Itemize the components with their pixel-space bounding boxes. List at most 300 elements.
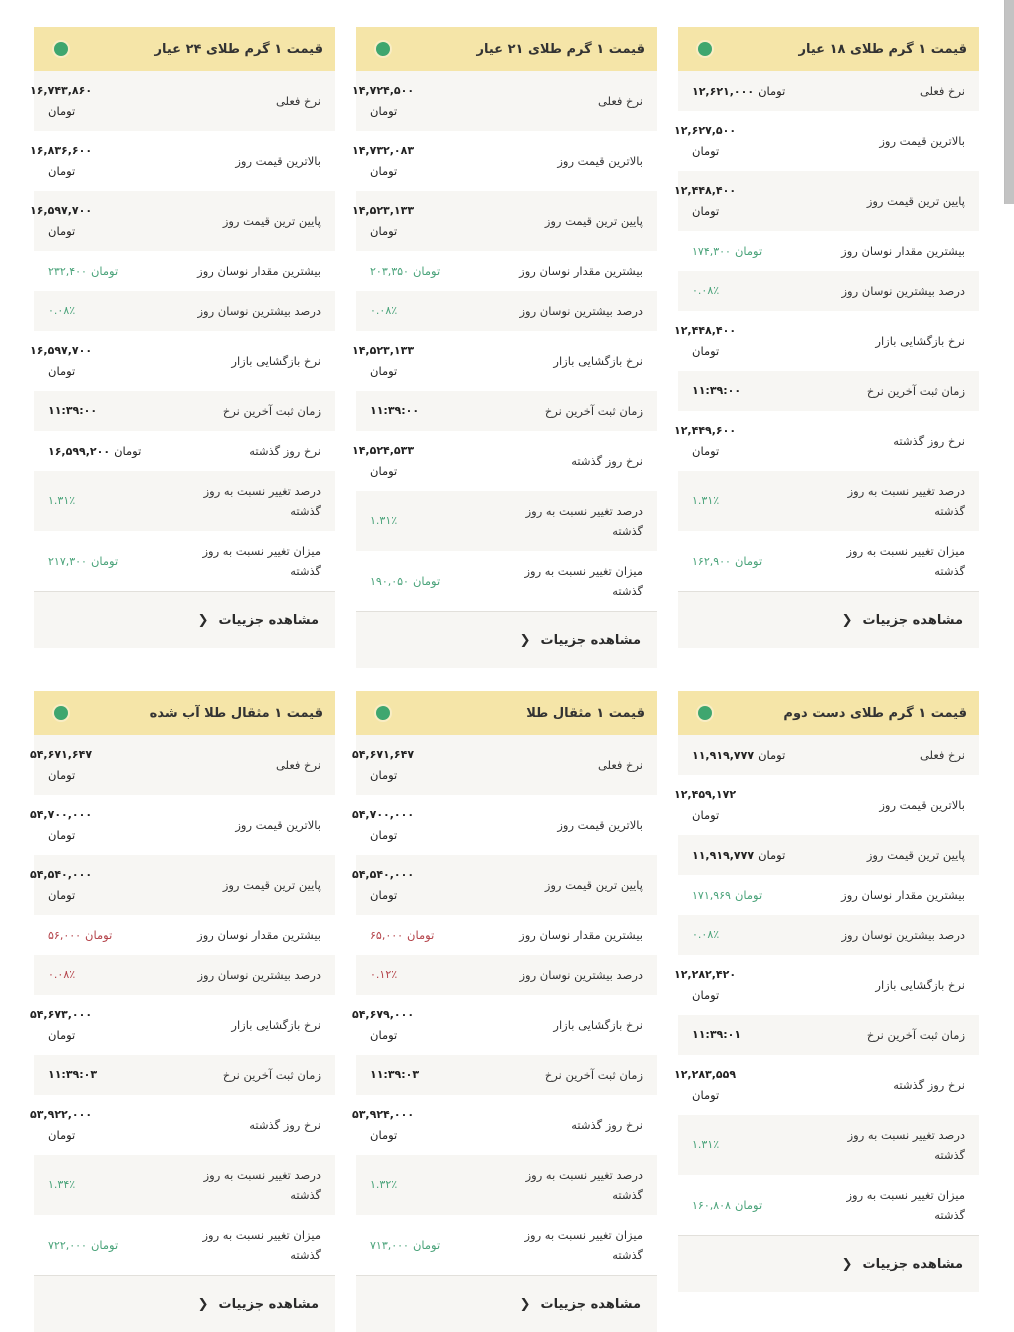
card-gold-18k bbox=[674, 27, 979, 648]
row-value bbox=[30, 201, 150, 241]
row-value bbox=[30, 1235, 150, 1256]
value-unit: تومان bbox=[370, 364, 398, 378]
row-value bbox=[352, 805, 472, 845]
value-number: ۶۵,۰۰۰ bbox=[370, 928, 404, 942]
row-label: نرخ فعلی bbox=[597, 94, 643, 108]
card-title: قیمت ۱ گرم طلای دست دوم bbox=[783, 705, 967, 721]
price-row bbox=[352, 995, 657, 1055]
value-number: ۱۱:۳۹:۰۰ bbox=[370, 404, 420, 417]
price-row bbox=[352, 855, 657, 915]
card-mithqal-gold bbox=[352, 691, 657, 1332]
row-label: بالاترین قیمت روز bbox=[557, 154, 643, 168]
price-row bbox=[356, 1055, 657, 1095]
value-unit: تومان bbox=[758, 747, 786, 762]
view-details-button[interactable] bbox=[678, 1236, 979, 1292]
price-row bbox=[34, 471, 335, 531]
row-label: نرخ بازگشایی بازار bbox=[231, 1018, 321, 1032]
row-value bbox=[352, 201, 472, 241]
row-value bbox=[352, 571, 472, 592]
row-value bbox=[674, 1135, 794, 1155]
value-number: ۱۱,۹۱۹,۷۷۷ bbox=[692, 848, 755, 862]
row-value bbox=[674, 551, 794, 572]
price-row bbox=[356, 291, 657, 331]
view-details-button[interactable] bbox=[678, 592, 979, 648]
price-row bbox=[674, 955, 979, 1015]
value-number: ۵۴,۶۷۱,۶۴۷ bbox=[352, 748, 415, 761]
price-row bbox=[678, 735, 979, 775]
value-unit: تومان bbox=[370, 224, 398, 238]
view-details-button[interactable] bbox=[34, 592, 335, 648]
row-value bbox=[674, 885, 794, 906]
row-label: بیشترین مقدار نوسان روز bbox=[841, 888, 965, 902]
row-value bbox=[352, 1065, 472, 1085]
row-label: نرخ روز گذشته bbox=[571, 454, 643, 468]
card-title: قیمت ۱ مثقال طلا bbox=[526, 705, 645, 721]
card-gold-21k bbox=[352, 27, 657, 668]
row-value bbox=[30, 491, 150, 511]
row-value bbox=[674, 81, 794, 102]
row-label: بالاترین قیمت روز bbox=[879, 134, 965, 148]
price-row bbox=[34, 251, 335, 291]
value-unit: تومان bbox=[692, 1088, 720, 1102]
row-label: درصد بیشترین نوسان روز bbox=[197, 968, 321, 982]
value-number: ۱.۳۲٪ bbox=[370, 1178, 398, 1191]
row-value bbox=[352, 81, 472, 121]
row-value bbox=[674, 381, 794, 401]
value-unit: تومان bbox=[90, 263, 119, 278]
value-number: ۵۴,۷۰۰,۰۰۰ bbox=[352, 808, 415, 821]
value-number: ۱.۳۱٪ bbox=[48, 494, 76, 507]
price-row bbox=[352, 191, 657, 251]
row-value bbox=[352, 1235, 472, 1256]
row-value bbox=[674, 241, 794, 262]
live-status-dot-icon bbox=[54, 706, 68, 720]
value-unit: تومان bbox=[85, 927, 113, 942]
price-row bbox=[352, 331, 657, 391]
price-row bbox=[678, 531, 979, 591]
row-label: نرخ فعلی bbox=[597, 758, 643, 772]
live-status-dot-icon bbox=[698, 706, 712, 720]
price-row bbox=[30, 71, 335, 131]
value-number: ۵۴,۵۴۰,۰۰۰ bbox=[30, 868, 93, 881]
row-value bbox=[30, 925, 150, 946]
value-number: ۰.۰۸٪ bbox=[692, 928, 720, 941]
row-value bbox=[674, 925, 794, 945]
price-row bbox=[356, 251, 657, 291]
value-number: ۱۴,۷۳۲,۰۸۳ bbox=[352, 144, 415, 157]
value-number: ۱۲,۴۴۸,۴۰۰ bbox=[674, 184, 737, 197]
row-label: نرخ فعلی bbox=[275, 758, 321, 772]
row-label: میزان تغییر نسبت به روز گذشته bbox=[202, 1228, 321, 1262]
row-value bbox=[30, 1005, 150, 1045]
price-row bbox=[30, 131, 335, 191]
row-label: درصد بیشترین نوسان روز bbox=[197, 304, 321, 318]
row-label: میزان تغییر نسبت به روز گذشته bbox=[846, 1188, 965, 1222]
value-number: ۵۴,۶۷۹,۰۰۰ bbox=[352, 1008, 415, 1021]
price-row bbox=[678, 1115, 979, 1175]
row-value bbox=[674, 845, 794, 866]
row-value bbox=[674, 321, 794, 361]
row-value bbox=[352, 261, 472, 282]
value-unit: تومان bbox=[48, 164, 76, 178]
row-value bbox=[352, 341, 472, 381]
price-row bbox=[356, 551, 657, 611]
row-value bbox=[674, 965, 794, 1005]
row-label: درصد تغییر نسبت به روز گذشته bbox=[525, 504, 643, 538]
card-header bbox=[678, 691, 979, 735]
row-value bbox=[30, 401, 150, 421]
row-label: پایین ترین قیمت روز bbox=[866, 194, 965, 208]
price-row bbox=[356, 915, 657, 955]
row-value bbox=[30, 261, 150, 282]
value-unit: تومان bbox=[370, 164, 398, 178]
value-unit: تومان bbox=[370, 888, 398, 902]
row-value bbox=[352, 925, 472, 946]
price-row bbox=[30, 855, 335, 915]
row-value bbox=[674, 785, 794, 825]
view-details-label: مشاهده جزییات bbox=[218, 1296, 319, 1312]
row-label: نرخ بازگشایی بازار bbox=[553, 1018, 643, 1032]
row-label: نرخ روز گذشته bbox=[571, 1118, 643, 1132]
value-unit: تومان bbox=[90, 1237, 119, 1252]
price-row bbox=[352, 1095, 657, 1155]
price-row bbox=[356, 391, 657, 431]
value-number: ۷۱۳,۰۰۰ bbox=[370, 1238, 409, 1252]
value-number: ۱۲,۲۸۲,۴۲۰ bbox=[674, 968, 737, 981]
value-number: ۱.۳۱٪ bbox=[692, 494, 720, 507]
price-row bbox=[30, 191, 335, 251]
row-label: بیشترین مقدار نوسان روز bbox=[197, 928, 321, 942]
value-unit: تومان bbox=[692, 144, 720, 158]
card-title: قیمت ۱ گرم طلای ۱۸ عیار bbox=[798, 41, 967, 57]
row-label: میزان تغییر نسبت به روز گذشته bbox=[524, 1228, 643, 1262]
value-unit: تومان bbox=[370, 104, 398, 118]
price-row bbox=[678, 71, 979, 111]
live-status-dot-icon bbox=[376, 706, 390, 720]
value-unit: تومان bbox=[412, 573, 441, 588]
value-number: ۰.۰۸٪ bbox=[370, 304, 398, 317]
value-unit: تومان bbox=[48, 888, 76, 902]
value-number: ۱۶,۸۳۶,۶۰۰ bbox=[30, 144, 93, 157]
chevron-left-icon: ❮ bbox=[197, 612, 209, 628]
price-row bbox=[678, 371, 979, 411]
row-label: بالاترین قیمت روز bbox=[557, 818, 643, 832]
value-number: ۵۶,۰۰۰ bbox=[48, 928, 82, 942]
page-scrollbar[interactable] bbox=[1004, 0, 1014, 204]
value-number: ۵۴,۶۷۳,۰۰۰ bbox=[30, 1008, 93, 1021]
value-number: ۵۴,۶۷۱,۶۴۷ bbox=[30, 748, 93, 761]
value-unit: تومان bbox=[734, 887, 763, 902]
value-unit: تومان bbox=[48, 768, 76, 782]
row-value bbox=[30, 81, 150, 121]
price-row bbox=[356, 1155, 657, 1215]
row-value bbox=[30, 441, 150, 462]
value-unit: تومان bbox=[48, 1128, 76, 1142]
row-label: میزان تغییر نسبت به روز گذشته bbox=[524, 564, 643, 598]
row-value bbox=[30, 1175, 150, 1195]
row-label: درصد تغییر نسبت به روز گذشته bbox=[525, 1168, 643, 1202]
value-unit: تومان bbox=[370, 768, 398, 782]
value-unit: تومان bbox=[692, 444, 720, 458]
card-gold-used bbox=[674, 691, 979, 1292]
value-unit: تومان bbox=[48, 224, 76, 238]
view-details-label: مشاهده جزییات bbox=[540, 1296, 641, 1312]
row-label: زمان ثبت آخرین نرخ bbox=[866, 1028, 965, 1042]
row-label: درصد تغییر نسبت به روز گذشته bbox=[847, 1128, 965, 1162]
row-label: پایین ترین قیمت روز bbox=[866, 848, 965, 862]
value-number: ۱۱:۳۹:۰۰ bbox=[48, 404, 98, 417]
view-details-button[interactable] bbox=[356, 612, 657, 668]
price-row bbox=[352, 795, 657, 855]
card-title: قیمت ۱ گرم طلای ۲۴ عیار bbox=[154, 41, 323, 57]
value-number: ۰.۰۸٪ bbox=[692, 284, 720, 297]
row-label: درصد بیشترین نوسان روز bbox=[841, 284, 965, 298]
row-value bbox=[352, 1005, 472, 1045]
card-header bbox=[356, 27, 657, 71]
price-row bbox=[356, 491, 657, 551]
row-value bbox=[30, 745, 150, 785]
row-value bbox=[352, 141, 472, 181]
row-value bbox=[30, 141, 150, 181]
value-number: ۱۱,۹۱۹,۷۷۷ bbox=[692, 748, 755, 762]
row-value bbox=[674, 121, 794, 161]
row-value bbox=[674, 1025, 794, 1045]
value-unit: تومان bbox=[692, 204, 720, 218]
row-label: بیشترین مقدار نوسان روز bbox=[841, 244, 965, 258]
value-number: ۱۲,۴۵۹,۱۷۲ bbox=[674, 788, 737, 801]
price-row bbox=[34, 531, 335, 591]
price-row bbox=[678, 875, 979, 915]
row-value bbox=[352, 1105, 472, 1145]
row-value bbox=[30, 1065, 150, 1085]
value-number: ۱۱:۳۹:۰۳ bbox=[48, 1068, 98, 1081]
price-row bbox=[674, 411, 979, 471]
row-label: نرخ بازگشایی بازار bbox=[875, 334, 965, 348]
row-value bbox=[352, 965, 472, 985]
value-number: ۱۴,۵۲۴,۵۳۳ bbox=[352, 444, 415, 457]
value-number: ۱۶۲,۹۰۰ bbox=[692, 554, 731, 568]
row-value bbox=[30, 865, 150, 905]
value-number: ۱۲,۶۲۷,۵۰۰ bbox=[674, 124, 737, 137]
row-label: نرخ بازگشایی بازار bbox=[231, 354, 321, 368]
value-number: ۱۴,۷۲۴,۵۰۰ bbox=[352, 84, 415, 97]
row-label: زمان ثبت آخرین نرخ bbox=[222, 1068, 321, 1082]
value-number: ۱.۳۱٪ bbox=[692, 1138, 720, 1151]
card-title: قیمت ۱ گرم طلای ۲۱ عیار bbox=[476, 41, 645, 57]
value-number: ۱۶,۵۹۷,۷۰۰ bbox=[30, 344, 93, 357]
value-number: ۱۱:۳۹:۰۳ bbox=[370, 1068, 420, 1081]
value-number: ۲۱۷,۳۰۰ bbox=[48, 554, 87, 568]
live-status-dot-icon bbox=[698, 42, 712, 56]
value-unit: تومان bbox=[48, 1028, 76, 1042]
value-number: ۱۲,۴۴۹,۶۰۰ bbox=[674, 424, 737, 437]
value-unit: تومان bbox=[114, 443, 142, 458]
live-status-dot-icon bbox=[54, 42, 68, 56]
row-value bbox=[352, 441, 472, 481]
row-label: زمان ثبت آخرین نرخ bbox=[222, 404, 321, 418]
row-label: درصد تغییر نسبت به روز گذشته bbox=[203, 1168, 321, 1202]
value-unit: تومان bbox=[48, 104, 76, 118]
row-value bbox=[674, 1195, 794, 1216]
row-value bbox=[352, 301, 472, 321]
value-number: ۱۶۰,۸۰۸ bbox=[692, 1198, 731, 1212]
value-number: ۵۳,۹۲۲,۰۰۰ bbox=[30, 1108, 93, 1121]
chevron-left-icon: ❮ bbox=[519, 632, 531, 648]
price-row bbox=[34, 955, 335, 995]
live-status-dot-icon bbox=[376, 42, 390, 56]
price-row bbox=[352, 431, 657, 491]
value-unit: تومان bbox=[758, 847, 786, 862]
row-label: زمان ثبت آخرین نرخ bbox=[544, 404, 643, 418]
view-details-button[interactable] bbox=[356, 1276, 657, 1332]
price-row bbox=[352, 131, 657, 191]
row-value bbox=[352, 745, 472, 785]
price-row bbox=[678, 271, 979, 311]
price-row bbox=[352, 71, 657, 131]
chevron-left-icon: ❮ bbox=[197, 1296, 209, 1312]
row-label: نرخ روز گذشته bbox=[249, 444, 321, 458]
price-row bbox=[34, 431, 335, 471]
value-unit: تومان bbox=[370, 828, 398, 842]
card-header bbox=[34, 691, 335, 735]
view-details-label: مشاهده جزییات bbox=[218, 612, 319, 628]
row-value bbox=[674, 421, 794, 461]
price-row bbox=[678, 835, 979, 875]
price-row bbox=[678, 471, 979, 531]
card-header bbox=[356, 691, 657, 735]
value-number: ۱۴,۵۲۳,۱۳۳ bbox=[352, 344, 415, 357]
value-number: ۵۴,۵۴۰,۰۰۰ bbox=[352, 868, 415, 881]
value-number: ۱۹۰,۰۵۰ bbox=[370, 574, 409, 588]
value-unit: تومان bbox=[412, 1237, 441, 1252]
row-label: نرخ روز گذشته bbox=[893, 1078, 965, 1092]
row-value bbox=[30, 551, 150, 572]
price-row bbox=[678, 1015, 979, 1055]
value-number: ۵۳,۹۲۴,۰۰۰ bbox=[352, 1108, 415, 1121]
price-row bbox=[674, 311, 979, 371]
value-number: ۷۲۲,۰۰۰ bbox=[48, 1238, 87, 1252]
card-mithqal-melted-gold bbox=[30, 691, 335, 1332]
row-label: پایین ترین قیمت روز bbox=[544, 214, 643, 228]
value-unit: تومان bbox=[407, 927, 435, 942]
value-number: ۱۶,۷۴۳,۸۶۰ bbox=[30, 84, 93, 97]
row-label: بیشترین مقدار نوسان روز bbox=[519, 928, 643, 942]
value-unit: تومان bbox=[692, 988, 720, 1002]
price-row bbox=[356, 955, 657, 995]
price-row bbox=[30, 1095, 335, 1155]
value-number: ۱۲,۲۸۳,۵۵۹ bbox=[674, 1068, 737, 1081]
row-value bbox=[674, 281, 794, 301]
row-value bbox=[674, 491, 794, 511]
value-unit: تومان bbox=[412, 263, 441, 278]
row-label: درصد بیشترین نوسان روز bbox=[841, 928, 965, 942]
value-number: ۱۷۴,۳۰۰ bbox=[692, 244, 731, 258]
row-label: درصد بیشترین نوسان روز bbox=[519, 304, 643, 318]
price-row bbox=[674, 171, 979, 231]
view-details-label: مشاهده جزییات bbox=[862, 612, 963, 628]
value-unit: تومان bbox=[370, 464, 398, 478]
price-row bbox=[34, 291, 335, 331]
value-unit: تومان bbox=[370, 1128, 398, 1142]
value-unit: تومان bbox=[48, 828, 76, 842]
card-gold-24k bbox=[30, 27, 335, 648]
value-number: ۱۲,۴۴۸,۴۰۰ bbox=[674, 324, 737, 337]
price-row bbox=[34, 391, 335, 431]
value-unit: تومان bbox=[48, 364, 76, 378]
row-value bbox=[674, 181, 794, 221]
row-value bbox=[30, 1105, 150, 1145]
value-unit: تومان bbox=[90, 553, 119, 568]
price-row bbox=[356, 1215, 657, 1275]
value-number: ۲۰۳,۳۵۰ bbox=[370, 264, 409, 278]
price-row bbox=[34, 1155, 335, 1215]
row-label: نرخ فعلی bbox=[919, 748, 965, 762]
chevron-left-icon: ❮ bbox=[841, 612, 853, 628]
row-value bbox=[352, 1175, 472, 1195]
row-label: بالاترین قیمت روز bbox=[235, 154, 321, 168]
view-details-button[interactable] bbox=[34, 1276, 335, 1332]
row-value bbox=[30, 965, 150, 985]
price-row bbox=[678, 231, 979, 271]
value-number: ۱۱:۳۹:۰۱ bbox=[692, 1028, 742, 1041]
value-unit: تومان bbox=[692, 344, 720, 358]
price-row bbox=[34, 915, 335, 955]
row-label: بالاترین قیمت روز bbox=[879, 798, 965, 812]
value-number: ۱۲,۶۲۱,۰۰۰ bbox=[692, 84, 755, 98]
price-row bbox=[30, 995, 335, 1055]
value-unit: تومان bbox=[758, 83, 786, 98]
value-number: ۲۳۲,۴۰۰ bbox=[48, 264, 87, 278]
value-number: ۱۷۱,۹۶۹ bbox=[692, 888, 731, 902]
view-details-label: مشاهده جزییات bbox=[540, 632, 641, 648]
row-label: پایین ترین قیمت روز bbox=[222, 878, 321, 892]
value-unit: تومان bbox=[370, 1028, 398, 1042]
row-label: نرخ روز گذشته bbox=[893, 434, 965, 448]
row-label: بیشترین مقدار نوسان روز bbox=[197, 264, 321, 278]
row-label: پایین ترین قیمت روز bbox=[222, 214, 321, 228]
value-number: ۰.۰۸٪ bbox=[48, 304, 76, 317]
value-unit: تومان bbox=[734, 1197, 763, 1212]
value-number: ۵۴,۷۰۰,۰۰۰ bbox=[30, 808, 93, 821]
row-label: میزان تغییر نسبت به روز گذشته bbox=[202, 544, 321, 578]
row-value bbox=[352, 401, 472, 421]
row-value bbox=[674, 745, 794, 766]
row-label: زمان ثبت آخرین نرخ bbox=[866, 384, 965, 398]
row-value bbox=[30, 301, 150, 321]
row-label: بالاترین قیمت روز bbox=[235, 818, 321, 832]
row-label: بیشترین مقدار نوسان روز bbox=[519, 264, 643, 278]
value-number: ۰.۰۸٪ bbox=[48, 968, 76, 981]
price-row bbox=[30, 735, 335, 795]
price-row bbox=[674, 111, 979, 171]
value-number: ۰.۱۲٪ bbox=[370, 968, 398, 981]
row-label: زمان ثبت آخرین نرخ bbox=[544, 1068, 643, 1082]
value-number: ۱۶,۵۹۷,۷۰۰ bbox=[30, 204, 93, 217]
card-title: قیمت ۱ مثقال طلا آب شده bbox=[149, 705, 323, 721]
value-unit: تومان bbox=[734, 553, 763, 568]
card-header bbox=[34, 27, 335, 71]
card-header bbox=[678, 27, 979, 71]
price-row bbox=[30, 331, 335, 391]
price-row bbox=[678, 915, 979, 955]
row-value bbox=[352, 865, 472, 905]
value-number: ۱۱:۳۹:۰۰ bbox=[692, 384, 742, 397]
row-label: نرخ بازگشایی بازار bbox=[553, 354, 643, 368]
price-row bbox=[30, 795, 335, 855]
value-number: ۱.۳۴٪ bbox=[48, 1178, 76, 1191]
row-value bbox=[352, 511, 472, 531]
value-number: ۱.۳۱٪ bbox=[370, 514, 398, 527]
